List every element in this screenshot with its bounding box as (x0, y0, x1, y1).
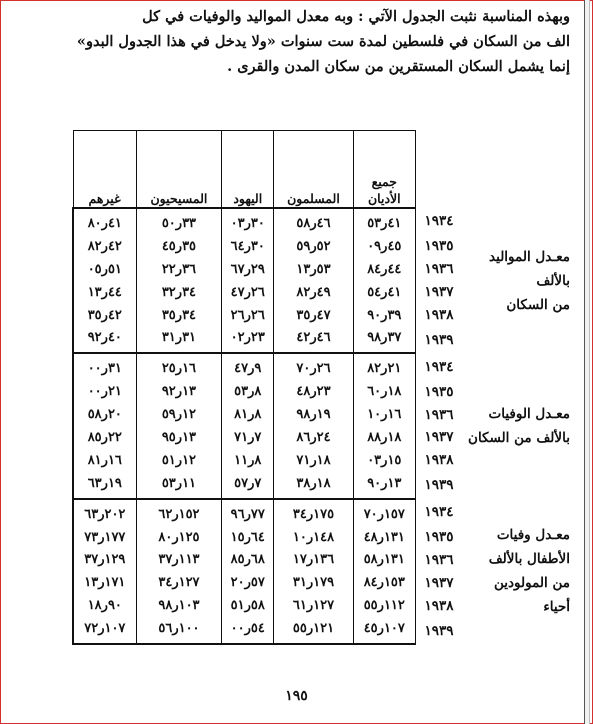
value-cell: ١٥٣ر٨٤ (353, 571, 415, 594)
window-edge (584, 0, 590, 724)
value-cell: ٣٩ر٩٠ (353, 304, 415, 327)
year-cell: ١٩٣٧ (424, 429, 454, 446)
value-cell: ٥٧ر٢٠ (222, 571, 274, 594)
value-cell: ٣١ر٣١ (136, 326, 222, 353)
year-cell: ١٩٣٧ (424, 284, 454, 301)
year-cell: ١٩٣٦ (424, 551, 454, 568)
category-label (462, 499, 570, 644)
value-cell: ١٠٠ر٥٦ (136, 617, 222, 644)
value-cell: ٢١ر٠٠ (73, 380, 136, 403)
year-cell: ١٩٣٥ (424, 383, 454, 400)
value-cell: ١٨ر٦٠ (353, 380, 415, 403)
value-cell: ١٥٢ر٦٢ (136, 499, 222, 526)
value-cell: ١٢٩ر٣٧ (73, 548, 136, 571)
value-cell: ٣٦ر٢٢ (136, 258, 222, 281)
category-line: الأطفال بالألف (488, 551, 570, 568)
value-cell: ٨ر١١ (222, 449, 274, 472)
header-jews: اليهود (222, 131, 274, 209)
value-cell: ٤٥ر٠٩ (353, 235, 415, 258)
header-muslims: المسلمون (274, 131, 353, 209)
value-cell: ١١٣ر٣٧ (136, 548, 222, 571)
value-cell: ١٢ر٥١ (136, 449, 222, 472)
value-cell: ٢٢ر٨٥ (73, 426, 136, 449)
value-cell: ٢٠٢ر٦٣ (73, 499, 136, 526)
value-cell: ١٣١ر٥٨ (353, 548, 415, 571)
vital-statistics-table (72, 130, 570, 645)
year-cell: ١٩٣٩ (424, 477, 454, 494)
year-cell: ١٩٣٥ (424, 238, 454, 255)
value-cell: ٤٦ر٥٨ (274, 208, 353, 235)
value-cell: ٢٣ر٤٨ (274, 380, 353, 403)
value-cell: ٤٤ر١٣ (73, 281, 136, 304)
intro-line: وبهذه المناسبة نثبت الجدول الآتي : وبه معدل المواليد والوفيات في كل (142, 8, 570, 25)
value-cell: ١١٢ر٥٥ (353, 594, 415, 617)
value-cell: ٢١ر٨٢ (353, 353, 415, 380)
category-line: أحياء (543, 599, 570, 616)
intro-paragraph (60, 4, 570, 79)
value-cell: ٧ر٥٧ (222, 472, 274, 499)
value-cell: ١٣ر٩٥ (136, 426, 222, 449)
value-cell: ١٨ر٨٨ (353, 426, 415, 449)
value-cell: ٨ر٥٣ (222, 380, 274, 403)
value-cell: ١٩ر٩٨ (274, 403, 353, 426)
category-line: معـدل الوفيات (488, 406, 570, 423)
value-cell: ١٣٦ر١٧ (274, 548, 353, 571)
page-number: ١٩٥ (285, 688, 308, 704)
value-cell: ٢٣ر٠٢ (222, 326, 274, 353)
value-cell: ١٢٥ر٨٠ (136, 526, 222, 549)
value-cell: ٤٦ر٤٢ (274, 326, 353, 353)
year-cell: ١٩٣٨ (424, 597, 454, 614)
value-cell: ٤٠ر٩٢ (73, 326, 136, 353)
category-line: معـدل المواليد (489, 248, 570, 265)
header-all-religions: جميع الأديان (353, 131, 415, 209)
category-label (462, 353, 570, 498)
year-cell: ١٩٣٦ (424, 406, 454, 423)
value-cell: ١٢١ر٥٥ (274, 617, 353, 644)
year-cell: ١٩٣٤ (424, 504, 454, 521)
value-cell: ١٢٧ر٣٤ (136, 571, 222, 594)
year-cell: ١٩٣٥ (424, 529, 454, 546)
value-cell: ٣٤ر٣٢ (136, 281, 222, 304)
value-cell: ٧٧ر٩٦ (222, 499, 274, 526)
value-cell: ١٠٧ر٤٥ (353, 617, 415, 644)
category-line: بالألف (536, 272, 570, 289)
year-cell: ١٩٣٨ (424, 307, 454, 323)
value-cell: ١٥٧ر٧٠ (353, 499, 415, 526)
value-cell: ٣٥ر٤٥ (136, 235, 222, 258)
value-cell: ١٥ر٠٣ (353, 449, 415, 472)
value-cell: ١٨ر٧١ (274, 449, 353, 472)
category-line: من المولودين (494, 575, 570, 592)
value-cell: ٥٤ر٠٠ (222, 617, 274, 644)
value-cell: ٢٦ر٢٦ (222, 304, 274, 327)
intro-line: الف من السكان في فلسطين لمدة ست سنوات «ولا يدخل في هذا الجدول البدو» (76, 33, 570, 50)
value-cell: ١١ر٥٣ (136, 472, 222, 499)
value-cell: ٣٧ر٩٨ (353, 326, 415, 353)
year-cell: ١٩٣٤ (424, 358, 454, 375)
value-cell: ١٦ر١٠ (353, 403, 415, 426)
value-cell: ٥٨ر٥١ (222, 594, 274, 617)
value-cell: ٤١ر٥٤ (353, 281, 415, 304)
value-cell: ٢٤ر٨٦ (274, 426, 353, 449)
value-cell: ٢٩ر٦٧ (222, 258, 274, 281)
value-cell: ٢٦ر٧٠ (274, 353, 353, 380)
value-cell: ٤٤ر٨٤ (353, 258, 415, 281)
value-cell: ٥١ر٠٥ (73, 258, 136, 281)
intro-line: إنما يشمل السكان المستقرين من سكان المدن والقرى . (227, 58, 570, 75)
header-blank-category (462, 131, 570, 209)
value-cell: ٦٨ر٨٥ (222, 548, 274, 571)
value-cell: ١٩ر٦٣ (73, 472, 136, 499)
value-cell: ١٧٩ر٣١ (274, 571, 353, 594)
year-cell: ١٩٣٨ (424, 452, 454, 469)
value-cell: ٤١ر٥٣ (353, 208, 415, 235)
value-cell: ١٠٣ر٩٨ (136, 594, 222, 617)
value-cell: ٤٢ر٨٢ (73, 235, 136, 258)
table-header-row (73, 131, 570, 209)
value-cell: ٣٣ر٥٠ (136, 208, 222, 235)
value-cell: ١٨ر٣٨ (274, 472, 353, 499)
value-cell: ٣٠ر٠٣ (222, 208, 274, 235)
value-cell: ٤١ر٨٠ (73, 208, 136, 235)
year-cell: ١٩٣٤ (424, 213, 454, 230)
category-label (462, 208, 570, 353)
value-cell: ١٦ر٢٥ (136, 353, 222, 380)
value-cell: ١٧٥ر٣٤ (274, 499, 353, 526)
category-line: من السكان (506, 296, 570, 313)
category-line: معـدل وفيات (496, 527, 570, 544)
value-cell: ٤٧ر٣٥ (274, 304, 353, 327)
value-cell: ٣٤ر٣٥ (136, 304, 222, 327)
table-body (73, 208, 570, 644)
value-cell: ٨ر٨١ (222, 403, 274, 426)
value-cell: ٥٢ر٥٩ (274, 235, 353, 258)
value-cell: ٥٣ر١٣ (274, 258, 353, 281)
value-cell: ١٢ر٥٩ (136, 403, 222, 426)
value-cell: ٢٦ر٤٧ (222, 281, 274, 304)
value-cell: ٩٠ر١٨ (73, 594, 136, 617)
category-line: بالألف من السكان (468, 430, 570, 447)
header-christians: المسيحيون (136, 131, 222, 209)
value-cell: ١٧١ر١٣ (73, 571, 136, 594)
value-cell: ١٧٧ر٧٣ (73, 526, 136, 549)
value-cell: ١٦ر٨١ (73, 449, 136, 472)
value-cell: ٦٤ر١٥ (222, 526, 274, 549)
year-cell: ١٩٣٧ (424, 574, 454, 591)
value-cell: ١٤٨ر١٠ (274, 526, 353, 549)
value-cell: ١٣ر٩٠ (353, 472, 415, 499)
value-cell: ١٠٧ر٧٢ (73, 617, 136, 644)
value-cell: ١٢٧ر٦١ (274, 594, 353, 617)
table-row (73, 353, 570, 380)
table-row (73, 208, 570, 235)
value-cell: ٣١ر٠٠ (73, 353, 136, 380)
header-blank-year (416, 131, 463, 209)
value-cell: ١٣ر٩٢ (136, 380, 222, 403)
year-cell: ١٩٣٩ (424, 622, 454, 639)
value-cell: ٩ر٤٧ (222, 353, 274, 380)
value-cell: ٧ر٧١ (222, 426, 274, 449)
table-row (73, 499, 570, 526)
value-cell: ٤٢ر٣٥ (73, 304, 136, 327)
value-cell: ٣٠ر٦٤ (222, 235, 274, 258)
value-cell: ٢٠ر٥٨ (73, 403, 136, 426)
value-cell: ١٣١ر٤٨ (353, 526, 415, 549)
year-cell: ١٩٣٦ (424, 261, 454, 278)
value-cell: ٤٩ر٨٢ (274, 281, 353, 304)
header-others: غيرهم (73, 131, 136, 209)
year-cell: ١٩٣٩ (424, 331, 454, 348)
